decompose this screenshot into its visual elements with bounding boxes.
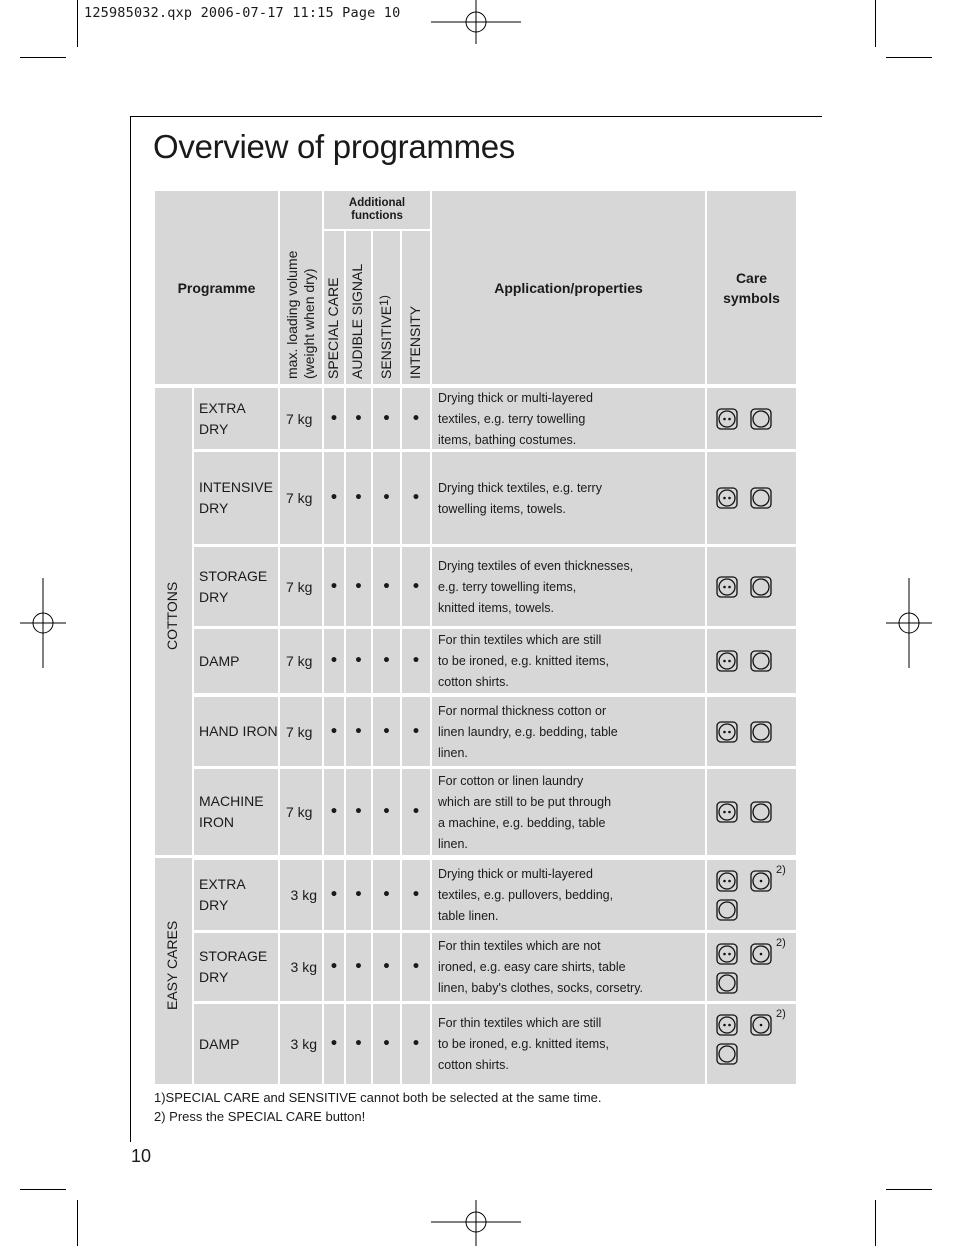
special-care-footnote-ref: 2): [776, 864, 786, 876]
header-load-line1: max. loading volume: [284, 250, 300, 379]
application-line: For thin textiles which are still: [438, 633, 602, 647]
footnote-1: 1)SPECIAL CARE and SENSITIVE cannot both be selected at the same time.: [154, 1090, 602, 1105]
application-line: Drying thick or multi-layered: [438, 867, 593, 881]
tumble-dry-icon: [750, 721, 772, 743]
special-care-bullet: •: [324, 860, 344, 930]
special-care-bullet: •: [324, 629, 344, 693]
sensitive-bullet: •: [373, 697, 400, 766]
application-line: e.g. terry towelling items,: [438, 579, 577, 594]
max-load: 7 kg: [280, 452, 322, 544]
tumble-dry-two-dots-icon: [716, 870, 738, 892]
application-line: a machine, e.g. bedding, table: [438, 815, 606, 830]
sensitive-bullet: •: [373, 1004, 400, 1084]
tumble-dry-two-dots-icon: [716, 801, 738, 823]
header-programme: Programme: [155, 191, 278, 384]
file-slug-line: 125985032.qxp 2006-07-17 11:15 Page 10: [84, 5, 401, 21]
audible-signal-bullet: •: [346, 769, 371, 855]
max-load: 7 kg: [280, 629, 322, 693]
page-title: Overview of programmes: [153, 128, 516, 165]
tumble-dry-icon: [750, 576, 772, 598]
header-audible-signal-cell: [346, 231, 371, 384]
application-line: items, bathing costumes.: [438, 432, 577, 447]
tumble-dry-two-dots-icon: [716, 408, 738, 430]
application-text: [432, 933, 705, 1001]
application-line: For normal thickness cotton or: [438, 703, 607, 718]
header-sensitive: [378, 295, 394, 379]
tumble-dry-icon: [750, 650, 772, 672]
header-sensitive-cell: [373, 231, 400, 384]
application-text: [432, 452, 705, 544]
tumble-dry-two-dots-icon: [716, 650, 738, 672]
programme-name: MACHINE IRON: [194, 769, 278, 855]
tumble-dry-icon: [716, 899, 738, 921]
special-care-bullet: •: [324, 547, 344, 626]
tumble-dry-icon: [716, 972, 738, 994]
intensity-bullet: •: [402, 388, 430, 449]
group-easy-cares-cell: [155, 858, 192, 1084]
programme-name: INTENSIVE DRY: [194, 452, 278, 544]
header-special-care-cell: [324, 231, 344, 384]
tumble-dry-one-dot-icon: [750, 943, 772, 965]
application-text: [432, 1004, 705, 1084]
programme-name: DAMP: [194, 629, 278, 693]
application-line: cotton shirts.: [438, 675, 509, 689]
audible-signal-bullet: •: [346, 860, 371, 930]
header-special-care: SPECIAL CARE: [325, 277, 341, 379]
header-load: [284, 251, 318, 379]
header-additional-functions: [324, 191, 430, 229]
application-text: [432, 769, 705, 855]
special-care-footnote-ref: 2): [776, 1008, 786, 1020]
application-line: cotton shirts.: [438, 1058, 509, 1072]
special-care-bullet: •: [324, 388, 344, 449]
application-line: towelling items, towels.: [438, 501, 566, 516]
max-load: 3 kg: [280, 1004, 322, 1084]
sensitive-bullet: •: [373, 933, 400, 1001]
header-intensity: INTENSITY: [407, 305, 423, 379]
application-line: Drying textiles of even thicknesses,: [438, 558, 634, 573]
special-care-bullet: •: [324, 697, 344, 766]
sensitive-bullet: •: [373, 547, 400, 626]
application-line: For thin textiles which are not: [438, 939, 601, 953]
intensity-bullet: •: [402, 1004, 430, 1084]
application-line: textiles, e.g. pullovers, bedding,: [438, 888, 614, 902]
intensity-bullet: •: [402, 933, 430, 1001]
intensity-bullet: •: [402, 452, 430, 544]
audible-signal-bullet: •: [346, 697, 371, 766]
application-text: [432, 547, 705, 626]
page-number: 10: [131, 1146, 152, 1166]
audible-signal-bullet: •: [346, 629, 371, 693]
intensity-bullet: •: [402, 697, 430, 766]
max-load: 7 kg: [280, 769, 322, 855]
programme-name: HAND IRON: [194, 697, 278, 766]
tumble-dry-two-dots-icon: [716, 576, 738, 598]
intensity-bullet: •: [402, 769, 430, 855]
intensity-bullet: •: [402, 860, 430, 930]
tumble-dry-two-dots-icon: [716, 1014, 738, 1036]
max-load: 7 kg: [280, 547, 322, 626]
header-load-cell: [280, 191, 322, 384]
audible-signal-bullet: •: [346, 933, 371, 1001]
application-line: knitted items, towels.: [438, 600, 555, 615]
header-intensity-cell: [402, 231, 430, 384]
group-cottons-cell: [155, 388, 192, 855]
sensitive-label: SENSITIVE: [378, 305, 394, 379]
tumble-dry-icon: [750, 487, 772, 509]
tumble-dry-icon: [750, 408, 772, 430]
tumble-dry-one-dot-icon: [750, 870, 772, 892]
application-text: [432, 388, 705, 449]
audible-signal-bullet: •: [346, 1004, 371, 1084]
care-symbols-label: Care symbols: [723, 269, 780, 306]
sensitive-bullet: •: [373, 629, 400, 693]
audible-signal-bullet: •: [346, 388, 371, 449]
sensitive-bullet: •: [373, 769, 400, 855]
application-line: table linen.: [438, 909, 499, 923]
tumble-dry-icon: [750, 801, 772, 823]
programme-name: EXTRA DRY: [194, 388, 278, 449]
footnote-2: 2) Press the SPECIAL CARE button!: [154, 1109, 366, 1124]
tumble-dry-two-dots-icon: [716, 487, 738, 509]
programme-name: STORAGE DRY: [194, 547, 278, 626]
application-line: to be ironed, e.g. knitted items,: [438, 1037, 609, 1051]
tumble-dry-two-dots-icon: [716, 721, 738, 743]
header-load-line2: (weight when dry): [301, 268, 317, 379]
max-load: 3 kg: [280, 860, 322, 930]
programme-name: STORAGE DRY: [194, 933, 278, 1001]
sensitive-footnote-ref: 1): [377, 295, 391, 306]
application-line: linen.: [438, 836, 468, 851]
max-load: 7 kg: [280, 697, 322, 766]
audible-signal-bullet: •: [346, 452, 371, 544]
group-easy-cares: EASY CARES: [164, 920, 180, 1010]
application-line: ironed, e.g. easy care shirts, table: [438, 960, 626, 974]
application-line: textiles, e.g. terry towelling: [438, 411, 586, 426]
application-line: Drying thick textiles, e.g. terry: [438, 480, 602, 495]
application-text: [432, 697, 705, 766]
header-care-symbols: [707, 191, 796, 384]
sensitive-bullet: •: [373, 388, 400, 449]
tumble-dry-icon: [716, 1043, 738, 1065]
additional-functions-label: Additional functions: [348, 197, 406, 222]
header-application: Application/properties: [432, 191, 705, 384]
application-line: linen, baby's clothes, socks, corsetry.: [438, 981, 644, 995]
tumble-dry-two-dots-icon: [716, 943, 738, 965]
application-line: linen laundry, e.g. bedding, table: [438, 724, 618, 739]
application-text: [432, 860, 705, 930]
group-cottons: COTTONS: [164, 581, 180, 650]
application-line: to be ironed, e.g. knitted items,: [438, 654, 609, 668]
max-load: 7 kg: [280, 388, 322, 449]
application-line: linen.: [438, 745, 468, 760]
max-load: 3 kg: [280, 933, 322, 1001]
special-care-footnote-ref: 2): [776, 937, 786, 949]
tumble-dry-one-dot-icon: [750, 1014, 772, 1036]
intensity-bullet: •: [402, 547, 430, 626]
application-line: For thin textiles which are still: [438, 1016, 602, 1030]
application-line: Drying thick or multi-layered: [438, 390, 593, 405]
application-line: which are still to be put through: [438, 794, 612, 809]
header-audible-signal: AUDIBLE SIGNAL: [349, 263, 365, 379]
sensitive-bullet: •: [373, 452, 400, 544]
sensitive-bullet: •: [373, 860, 400, 930]
programme-name: EXTRA DRY: [194, 860, 278, 930]
application-line: For cotton or linen laundry: [438, 773, 584, 788]
audible-signal-bullet: •: [346, 547, 371, 626]
special-care-bullet: •: [324, 933, 344, 1001]
special-care-bullet: •: [324, 452, 344, 544]
programme-name: DAMP: [194, 1004, 278, 1084]
application-text: [432, 629, 705, 693]
special-care-bullet: •: [324, 1004, 344, 1084]
intensity-bullet: •: [402, 629, 430, 693]
special-care-bullet: •: [324, 769, 344, 855]
